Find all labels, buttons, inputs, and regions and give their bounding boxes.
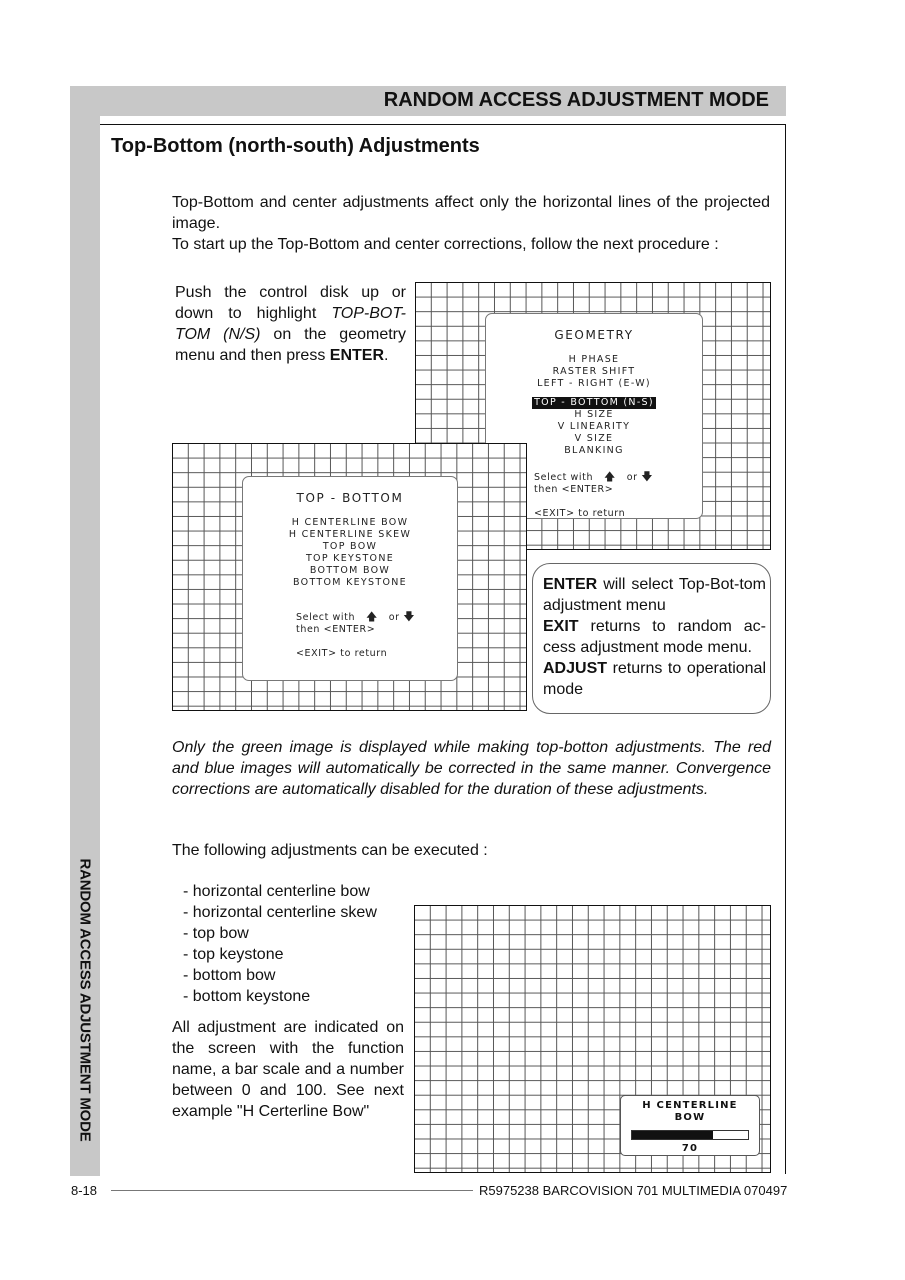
menu-item[interactable]: BOTTOM KEYSTONE: [293, 577, 407, 588]
menu-item[interactable]: TOP BOW: [322, 541, 378, 552]
list-item: - bottom bow: [183, 967, 276, 984]
adjustment-list: [183, 881, 377, 1007]
bar-scale-fill: [632, 1131, 713, 1139]
page-title: Top-Bottom (north-south) Adjustments: [111, 135, 480, 157]
topbottom-menu-title: TOP - BOTTOM: [296, 491, 404, 505]
intro-text-2: To start up the Top-Bottom and center corrections, follow the next procedure :: [172, 236, 719, 253]
enter-instruction: then <ENTER>: [534, 484, 614, 495]
callout-enter: ENTER will select Top-Bot-tom adjustment menu: [543, 576, 766, 614]
callout-exit: EXIT returns to random ac-cess adjustment mode menu.: [543, 618, 766, 656]
footer-rule: [111, 1190, 473, 1191]
menu-item-selected[interactable]: TOP - BOTTOM (N-S): [534, 397, 654, 408]
list-item: - bottom keystone: [183, 988, 311, 1005]
menu-item[interactable]: H PHASE: [568, 354, 620, 365]
intro-paragraph: [172, 192, 770, 255]
adjustment-name-line2: BOW: [674, 1112, 706, 1123]
menu-item[interactable]: H CENTERLINE SKEW: [288, 529, 412, 540]
adjustment-value: 70: [681, 1143, 699, 1154]
list-item: - top keystone: [183, 946, 284, 963]
following-text: The following adjustments can be executed :: [172, 842, 488, 859]
exit-instruction: <EXIT> to return: [296, 648, 388, 659]
document-reference: R5975238 BARCOVISION 701 MULTIMEDIA 070497: [479, 1183, 788, 1198]
down-arrow-icon: 🡇: [403, 610, 416, 623]
select-instruction: Select with 🡅 or 🡇: [534, 470, 654, 483]
key-callout: [532, 563, 771, 714]
list-item: - horizontal centerline bow: [183, 883, 370, 900]
menu-item[interactable]: V SIZE: [574, 433, 614, 444]
down-arrow-icon: 🡇: [641, 470, 654, 483]
geometry-menu-title: GEOMETRY: [554, 328, 634, 342]
menu-item[interactable]: BLANKING: [564, 445, 624, 456]
menu-item[interactable]: V LINEARITY: [557, 421, 631, 432]
menu-item[interactable]: H CENTERLINE BOW: [291, 517, 409, 528]
step-instruction: Push the control disk up or down to highlight TOP-BOT-TOM (N/S) on the geometry menu and then press ENTER.: [175, 284, 407, 364]
menu-item[interactable]: RASTER SHIFT: [552, 366, 636, 377]
all-adjustments-text: All adjustment are indicated on the screen with the function name, a bar scale and a number between 0 and 100. See next example "H Certerline Bow": [172, 1019, 404, 1120]
menu-item[interactable]: BOTTOM BOW: [309, 565, 391, 576]
callout-adjust: ADJUST returns to operational mode: [543, 660, 766, 698]
page-number: 8-18: [71, 1183, 98, 1198]
select-instruction: Select with 🡅 or 🡇: [296, 610, 416, 623]
note-paragraph: Only the green image is displayed while making top-botton adjustments. The red and blue images will automatically be corrected in the same manner. Convergence corrections are automatically disabled for the duration of these adjustments.: [172, 739, 771, 798]
list-item: - top bow: [183, 925, 249, 942]
intro-text-1: Top-Bottom and center adjustments affect only the horizontal lines of the projected image.: [172, 194, 770, 232]
menu-item[interactable]: TOP KEYSTONE: [305, 553, 395, 564]
topbottom-menu: [242, 476, 458, 681]
menu-item[interactable]: LEFT - RIGHT (E-W): [537, 378, 651, 389]
up-arrow-icon: 🡅: [365, 610, 378, 623]
exit-instruction: <EXIT> to return: [534, 508, 626, 519]
enter-instruction: then <ENTER>: [296, 624, 376, 635]
adjustment-name-line1: H CENTERLINE: [642, 1100, 738, 1111]
list-item: - horizontal centerline skew: [183, 904, 377, 921]
menu-item[interactable]: H SIZE: [574, 409, 614, 420]
up-arrow-icon: 🡅: [603, 470, 616, 483]
bar-scale: [631, 1130, 749, 1140]
section-header-title: RANDOM ACCESS ADJUSTMENT MODE: [383, 89, 769, 111]
adjustment-display: [620, 1095, 760, 1156]
